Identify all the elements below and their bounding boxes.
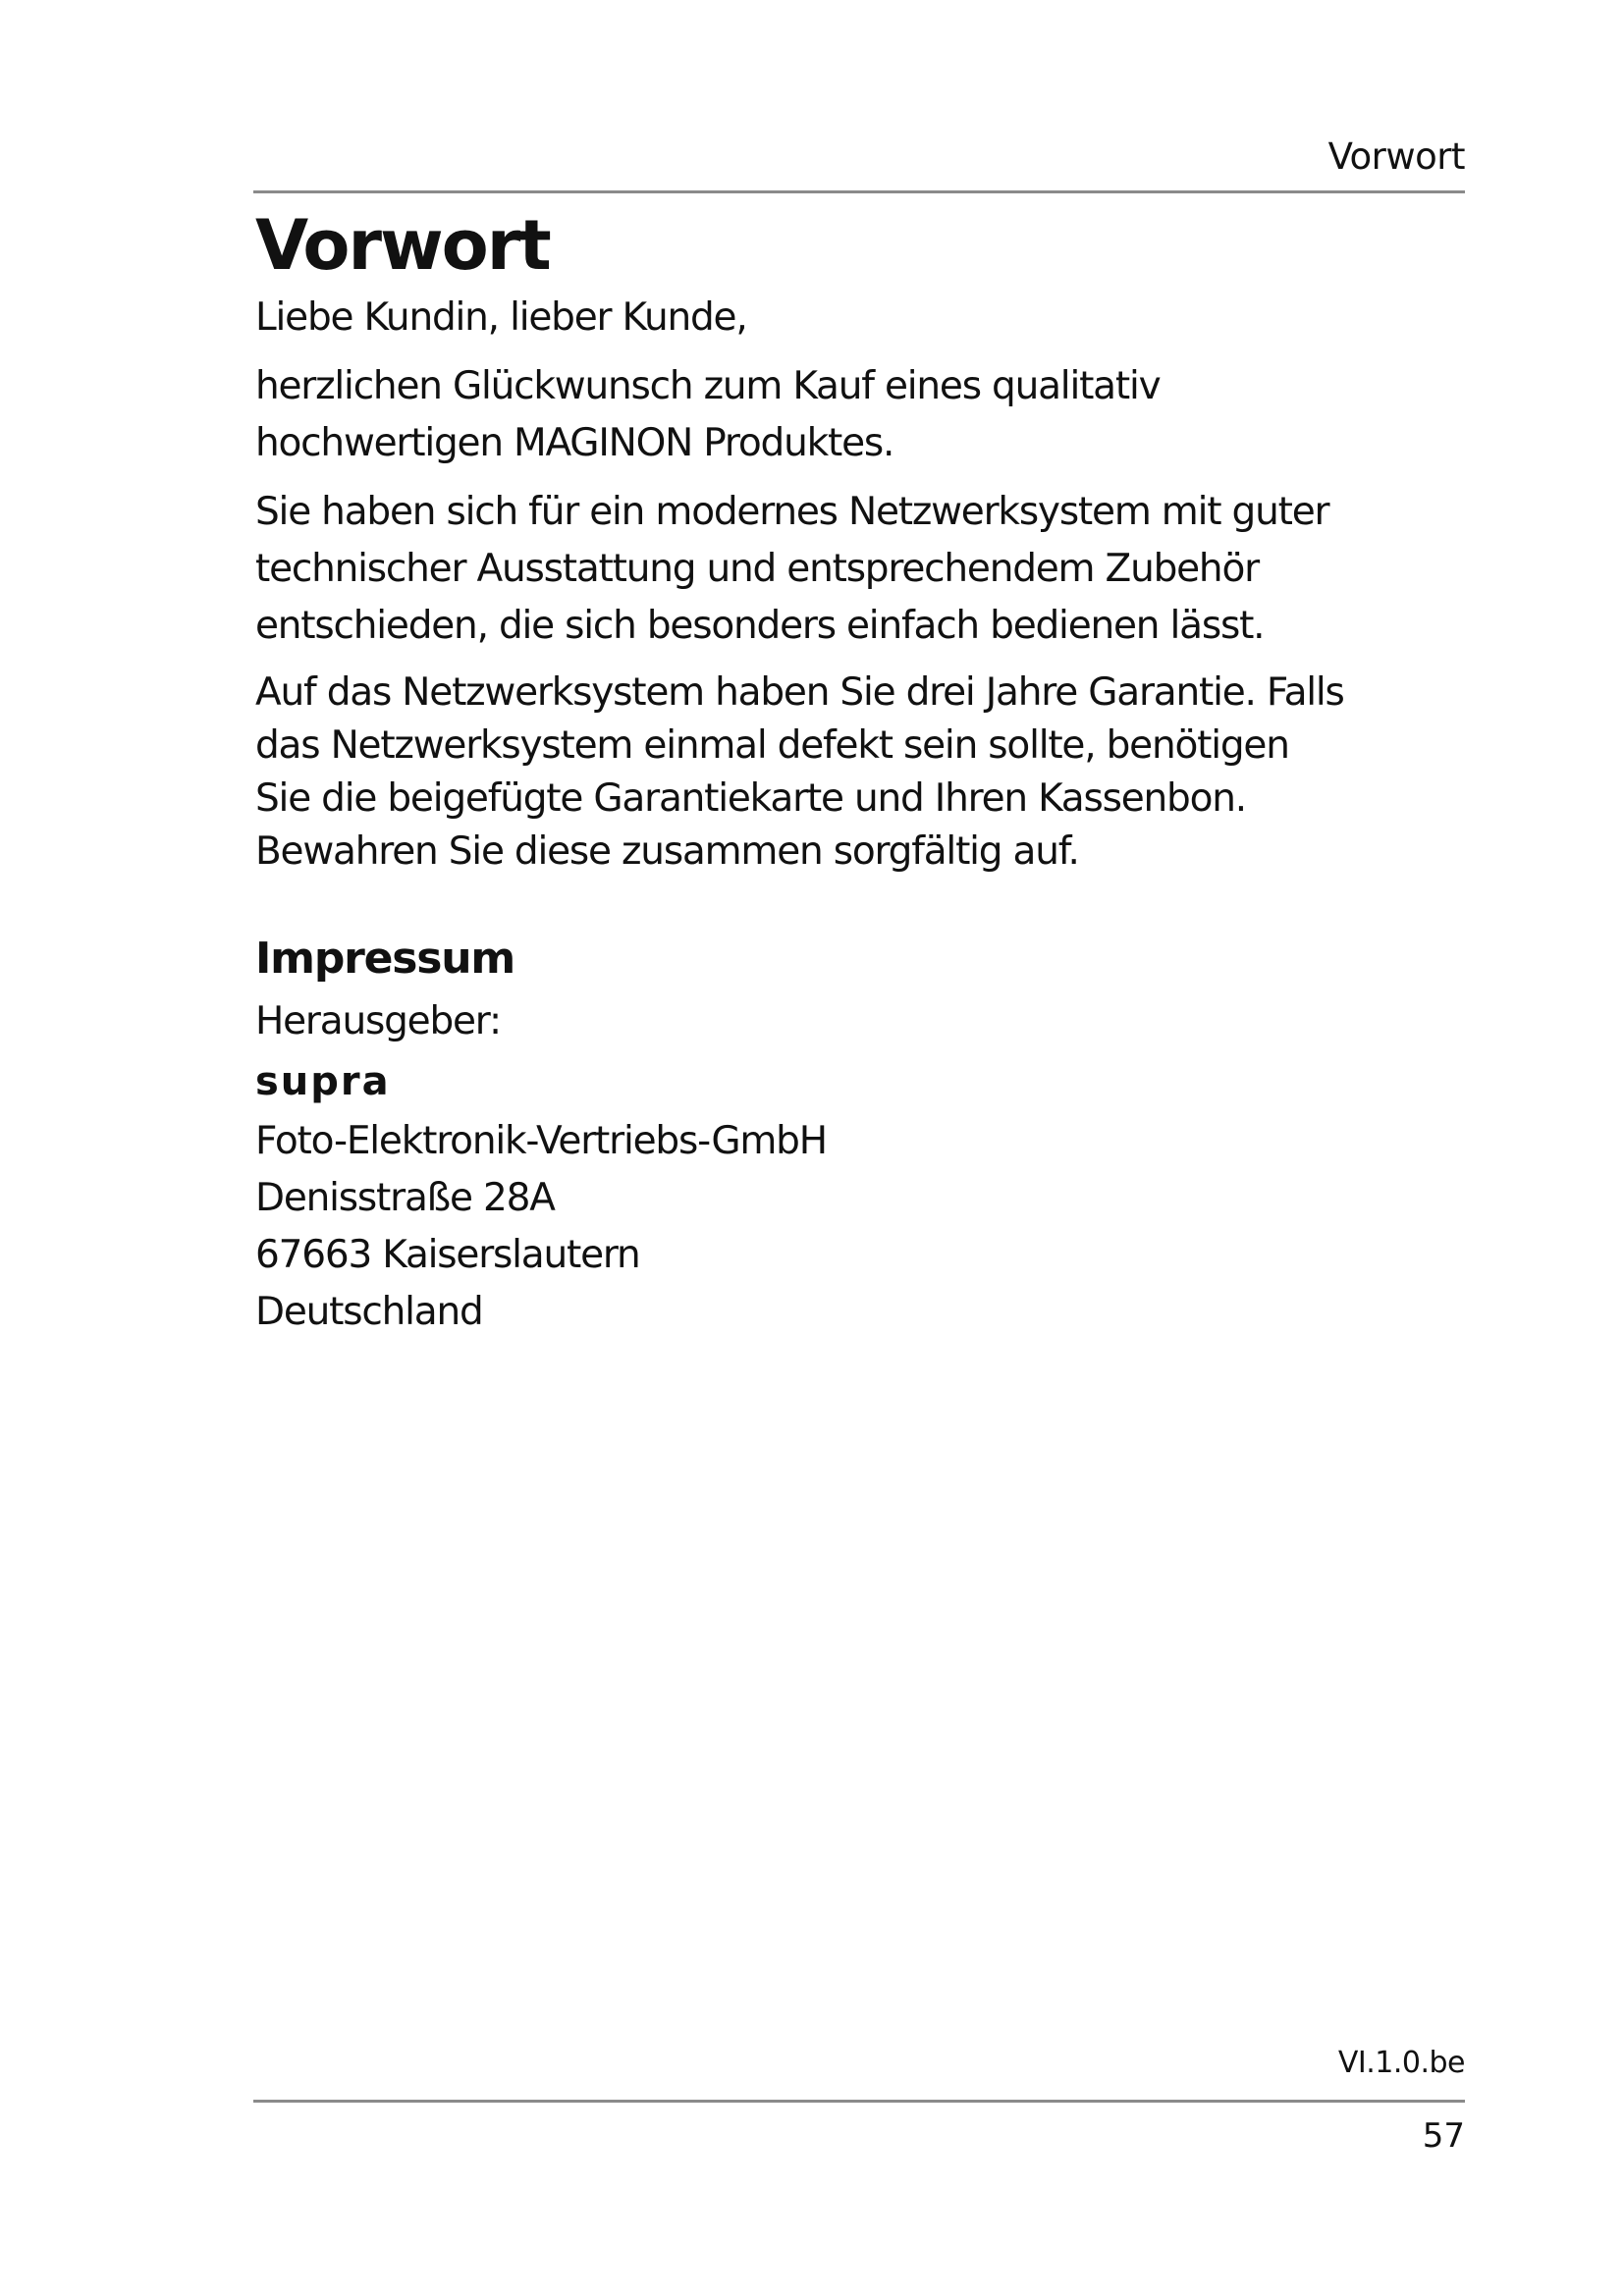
paragraph-system [255,484,1473,655]
paragraph-line: herzlichen Glückwunsch zum Kauf eines qualitativ [255,364,1161,408]
address-line: Deutschland [255,1289,483,1334]
supra-logo: supra [255,1058,391,1104]
impressum-heading: Impressum [255,934,515,984]
page-content [255,205,1473,1341]
paragraph-line: entschieden, die sich besonders einfach bedienen lässt. [255,604,1265,648]
paragraph-line: hochwertigen MAGINON Produktes. [255,421,894,465]
paragraph-line: das Netzwerksystem einmal defekt sein sollte, benötigen [255,723,1289,768]
version-label: VI.1.0.be [1337,2046,1465,2080]
address-line: Denisstraße 28A [255,1175,555,1220]
page-number: 57 [1422,2116,1465,2156]
address-line: 67663 Kaiserslautern [255,1232,640,1277]
paragraph-congratulations [255,358,1473,472]
paragraph-line: Bewahren Sie diese zusammen sorgfältig auf. [255,829,1079,874]
page-title: Vorwort [255,205,550,286]
paragraph-line: Sie die beigefügte Garantiekarte und Ihren Kassenbon. [255,776,1246,821]
paragraph-line: Sie haben sich für ein modernes Netzwerksystem mit guter [255,490,1329,534]
paragraph-line: Auf das Netzwerksystem haben Sie drei Jahre Garantie. Falls [255,670,1344,715]
publisher-label: Herausgeber: [255,998,501,1043]
paragraph-line: technischer Ausstattung und entsprechendem Zubehör [255,547,1259,591]
publisher-address [255,1113,1473,1341]
paragraph-warranty [255,667,1473,879]
header-rule [253,190,1465,193]
footer-rule [253,2100,1465,2103]
address-line: Foto-Elektronik-Vertriebs-GmbH [255,1118,827,1163]
running-header: Vorwort [1327,135,1465,178]
greeting: Liebe Kundin, lieber Kunde, [255,295,747,340]
